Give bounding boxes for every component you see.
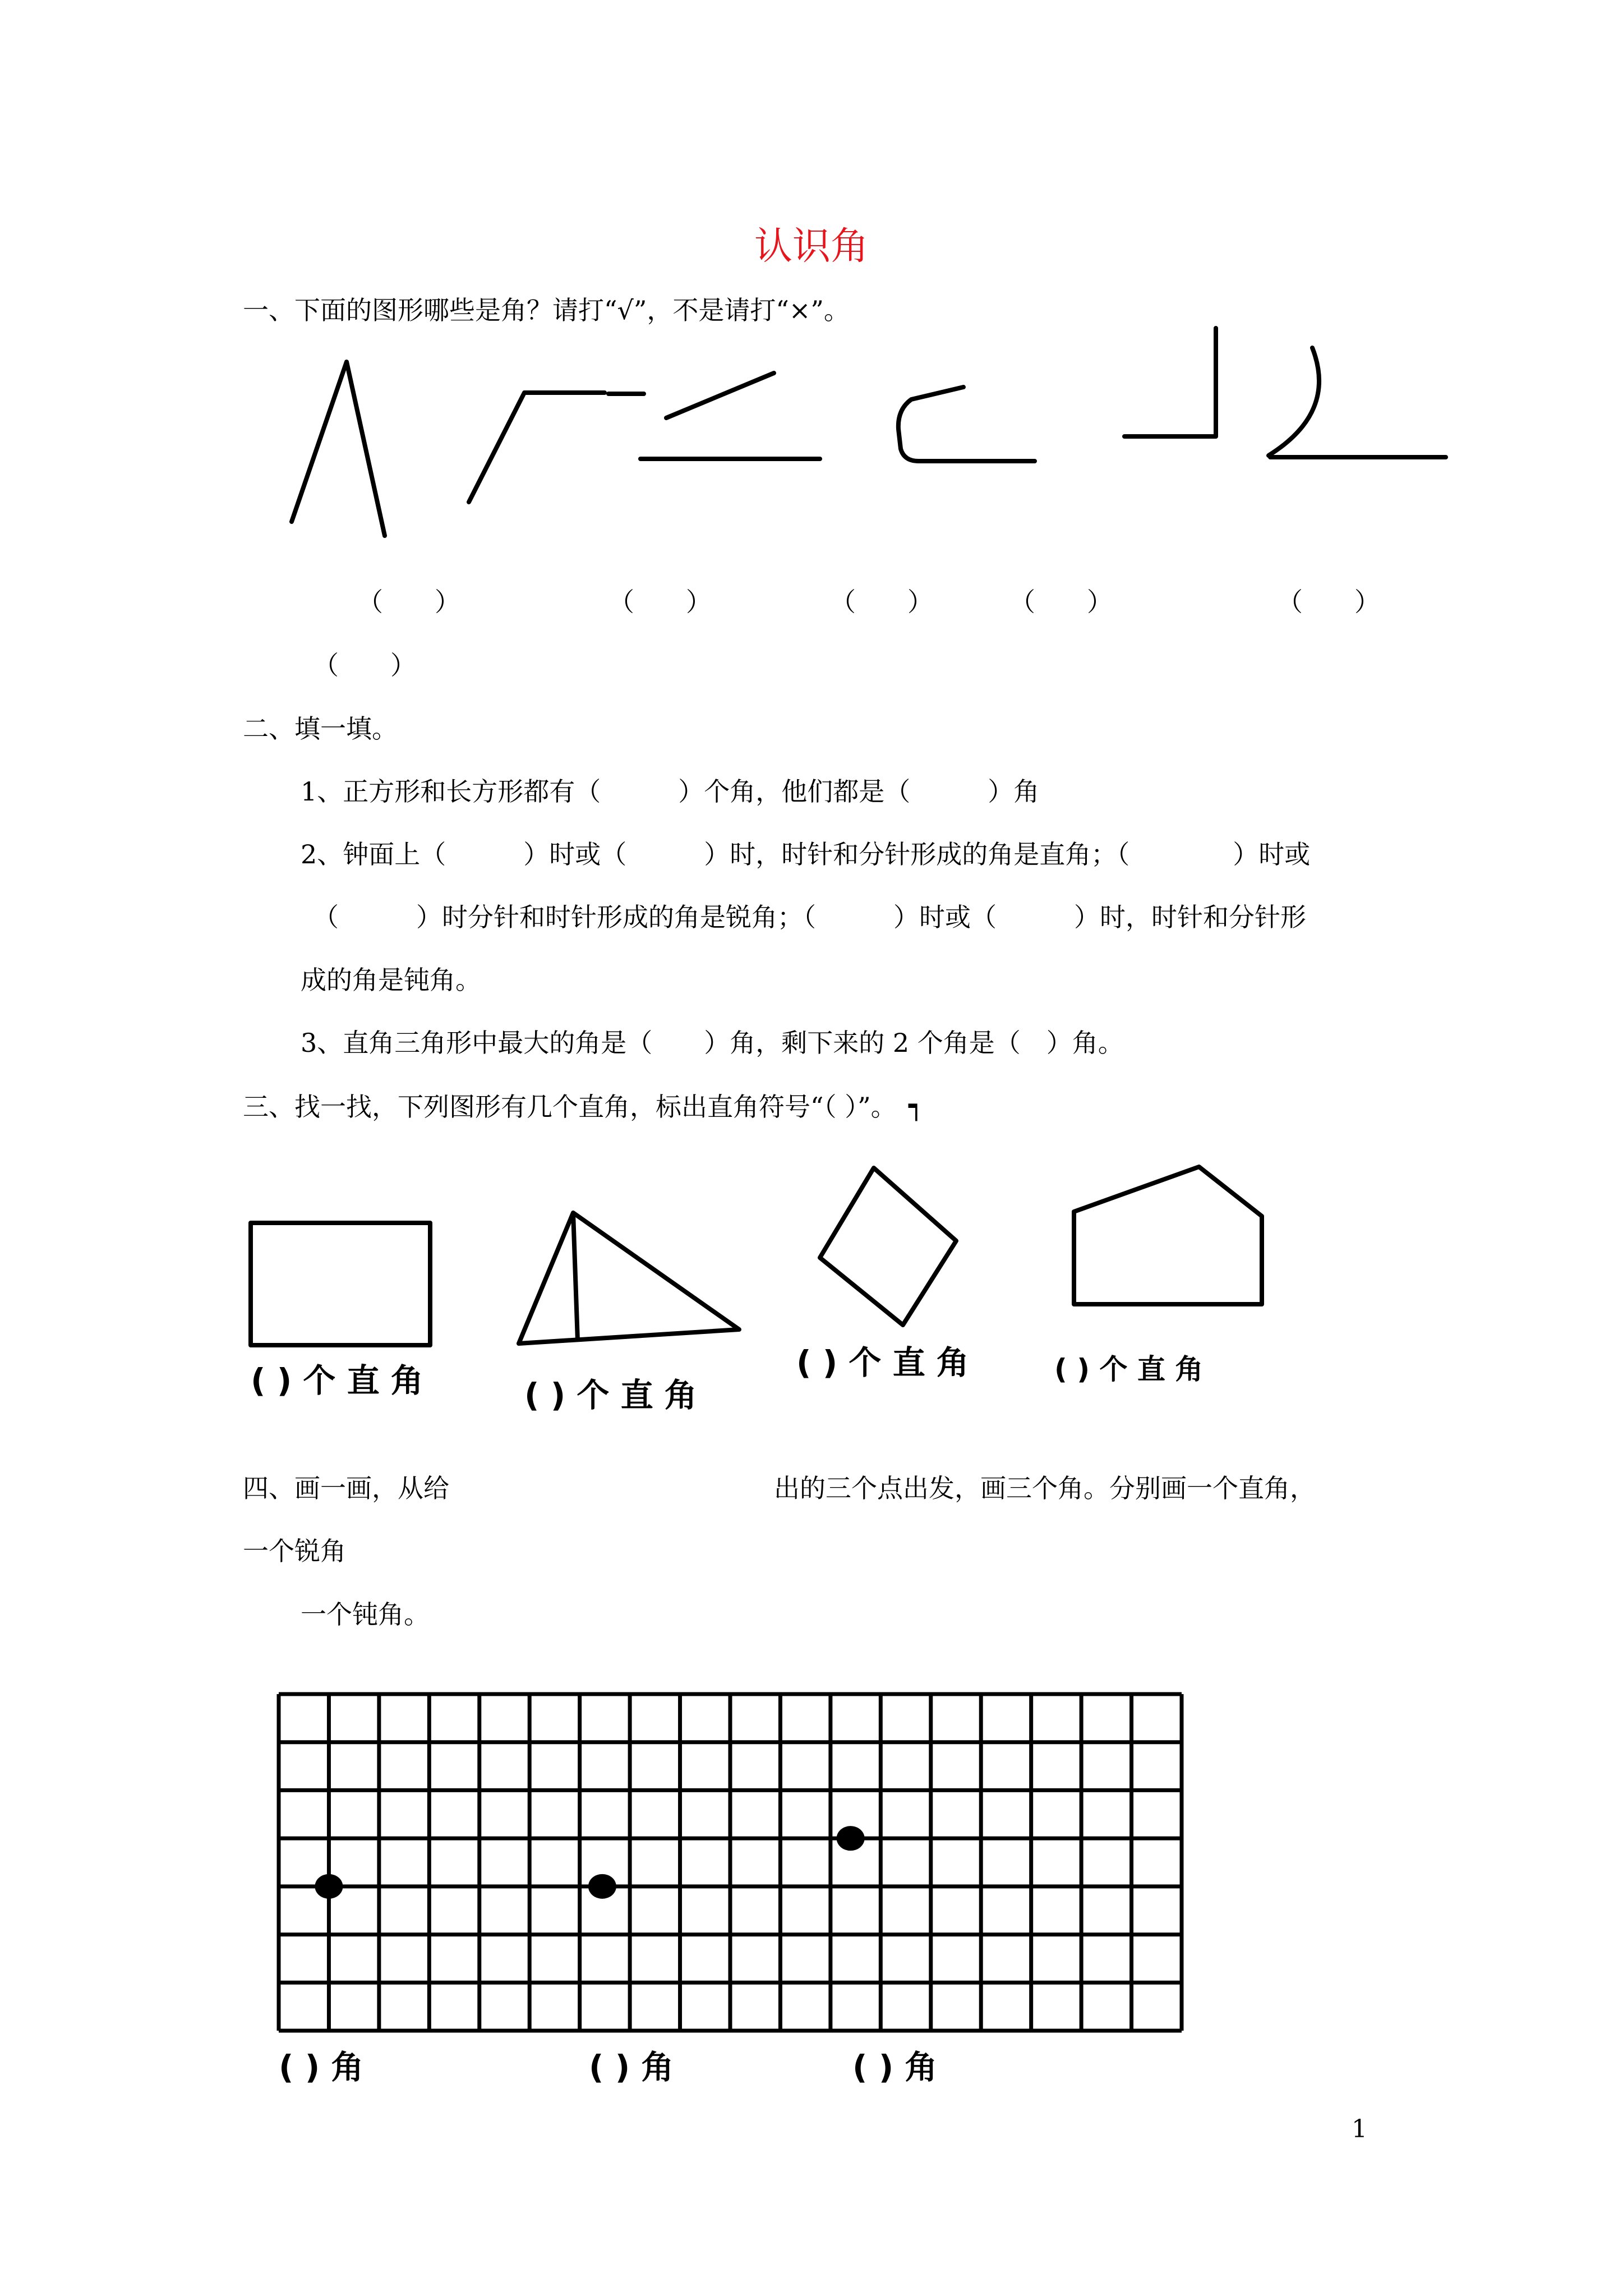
section2-q2-line1: 2、钟面上（ ）时或（ ）时，时针和分针形成的角是直角；（ ）时或 — [301, 839, 1311, 869]
shape-label-2: ( ) 个 直 角 — [524, 1376, 697, 1414]
answer-blank-2[interactable]: （ ） — [608, 587, 712, 617]
shape-label-1: ( ) 个 直 角 — [251, 1361, 423, 1400]
start-point-2 — [588, 1874, 616, 1899]
answer-blank-5[interactable]: （ ） — [1277, 587, 1380, 617]
shape-triangle-height — [573, 1213, 578, 1341]
page-number: 1 — [1352, 2115, 1367, 2143]
shape-pentagon — [1074, 1167, 1262, 1304]
shape-label-3: ( ) 个 直 角 — [796, 1343, 969, 1382]
answer-blank-1[interactable]: （ ） — [357, 587, 460, 617]
figure-3-upper — [666, 373, 774, 418]
page-title: 认识角 — [754, 224, 869, 269]
right-angle-symbol: ┑ — [909, 1091, 924, 1121]
start-point-3 — [837, 1826, 865, 1851]
grid-label-3: ( ) 角 — [852, 2048, 938, 2086]
answer-blank-4[interactable]: （ ） — [1009, 587, 1113, 617]
section2-q2-line3: 成的角是钝角。 — [301, 965, 481, 995]
shape-square — [820, 1168, 956, 1325]
section4-line2: 一个锐角 — [243, 1536, 346, 1566]
section2-q1: 1、正方形和长方形都有（ ）个角，他们都是（ ）角 — [301, 776, 1040, 807]
figure-6-curved — [1269, 348, 1319, 455]
grid-label-2: ( ) 角 — [589, 2048, 674, 2086]
section4-line3: 一个钝角。 — [301, 1599, 430, 1630]
section4-heading-part1: 四、画一画，从给 — [243, 1473, 449, 1503]
grid-label-1: ( ) 角 — [279, 2048, 364, 2086]
section2-q2-line2: （ ）时分针和时针形成的角是锐角；（ ）时或（ ）时，时针和分针形 — [313, 902, 1306, 932]
figure-2-broken — [469, 393, 605, 502]
figure-1-angle — [292, 362, 385, 536]
section2-q3: 3、直角三角形中最大的角是（ ）角，剩下来的 2 个角是（ ）角。 — [301, 1028, 1124, 1058]
shape-rectangle — [251, 1223, 430, 1345]
figure-4-curved — [898, 387, 1035, 461]
answer-blank-3[interactable]: （ ） — [830, 587, 933, 617]
figure-5-right-angle — [1124, 328, 1216, 436]
shape-label-4: ( ) 个 直 角 — [1054, 1353, 1204, 1386]
section1-heading: 一、下面的图形哪些是角？请打“√”，不是请打“×”。 — [243, 295, 850, 325]
section2-heading: 二、填一填。 — [243, 714, 398, 744]
shape-triangle — [519, 1213, 739, 1343]
section3-heading: 三、找一找，下列图形有几个直角，标出直角符号“（ ）”。 — [243, 1092, 897, 1122]
section4-heading-part2: 出的三个点出发，画三个角。分别画一个直角， — [774, 1473, 1316, 1503]
answer-blank-6[interactable]: （ ） — [313, 650, 416, 680]
start-point-1 — [315, 1874, 343, 1899]
